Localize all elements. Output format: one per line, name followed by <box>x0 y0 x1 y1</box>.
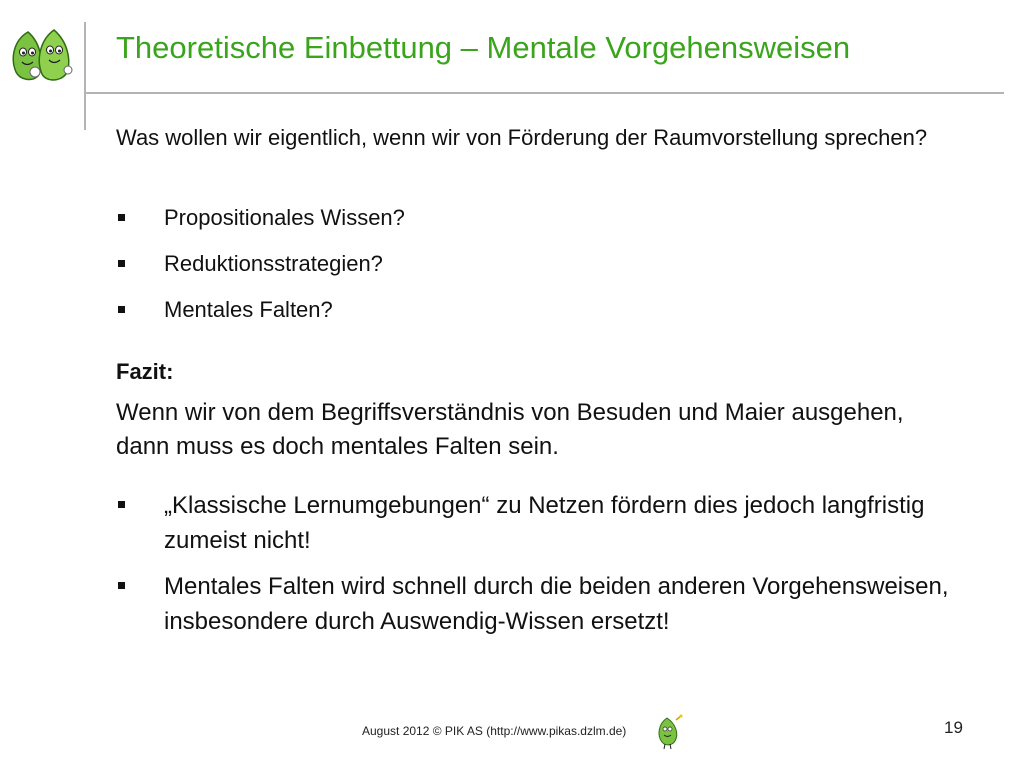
option-text: Mentales Falten? <box>164 297 333 322</box>
conclusion-text: Wenn wir von dem Begriffsverständnis von Besuden und Maier ausgehen, dann muss es doch mentales Falten sein. <box>116 399 904 460</box>
option-text: Reduktionsstrategien? <box>164 251 383 276</box>
conclusion-points-list <box>116 488 984 650</box>
page-number: 19 <box>944 718 963 737</box>
option-text: Propositionales Wissen? <box>164 205 405 230</box>
square-bullet-icon <box>118 306 125 313</box>
header-vertical-divider <box>84 22 86 130</box>
conclusion-point-text: „Klassische Lernumgebungen“ zu Netzen fördern dies jedoch langfristig zumeist nicht! <box>164 492 925 554</box>
option-item <box>116 250 405 296</box>
option-item <box>116 296 405 342</box>
intro-question: Was wollen wir eigentlich, wenn wir von Förderung der Raumvorstellung sprechen? <box>116 125 928 150</box>
option-item <box>116 204 405 250</box>
conclusion-label: Fazit: <box>116 359 174 384</box>
header-horizontal-divider <box>84 92 1004 94</box>
conclusion-point-text: Mentales Falten wird schnell durch die beiden anderen Vorgehensweisen, insbesondere durch Auswendig-Wissen ersetzt! <box>164 573 949 635</box>
slide-title: Theoretische Einbettung – Mentale Vorgehensweisen <box>116 30 851 65</box>
square-bullet-icon <box>118 582 125 589</box>
square-bullet-icon <box>118 214 125 221</box>
square-bullet-icon <box>118 501 125 508</box>
pikas-logo-icon <box>8 28 78 84</box>
options-list <box>116 204 405 342</box>
footer-credit: August 2012 © PIK AS (http://www.pikas.dzlm.de) <box>362 724 627 738</box>
leaf-mascot-icon <box>654 714 684 750</box>
square-bullet-icon <box>118 260 125 267</box>
conclusion-point <box>116 488 984 558</box>
conclusion-point <box>116 569 984 639</box>
